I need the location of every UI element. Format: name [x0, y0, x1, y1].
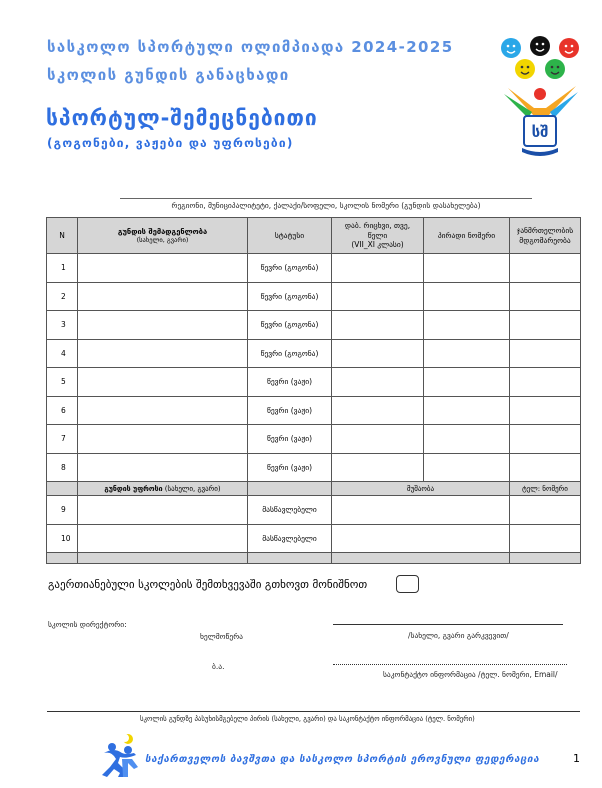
health-cell[interactable]: [510, 396, 581, 425]
member-name-cell[interactable]: [78, 396, 248, 425]
status-cell: წევრი (ვაჟი): [248, 368, 332, 397]
personal-id-cell[interactable]: [424, 368, 510, 397]
personal-id-cell[interactable]: [424, 425, 510, 454]
status-cell: წევრი (გოგონა): [248, 311, 332, 340]
teacher-name-cell[interactable]: [78, 524, 248, 553]
region-input-line[interactable]: [120, 198, 532, 199]
birth-cell[interactable]: [332, 425, 424, 454]
title-subcategory: (გოგონები, ვაჟები და უფროსები): [47, 136, 294, 150]
personal-id-cell[interactable]: [424, 453, 510, 482]
table-row: [47, 396, 581, 425]
member-name-cell[interactable]: [78, 282, 248, 311]
birth-cell[interactable]: [332, 453, 424, 482]
health-cell[interactable]: [510, 453, 581, 482]
row-number: 5: [47, 368, 78, 397]
table-header-row: [47, 218, 581, 254]
footer-divider: [47, 711, 580, 712]
header-personal-id: პირადი ნომერი: [424, 218, 510, 254]
table-row: [47, 496, 581, 525]
header-status: სტატუსი: [248, 218, 332, 254]
region-caption: რეგიონი, მუნიციპალიტეტი, ქალაქი/სოფელი, სკოლის ნომერი (გუნდის დასახელება): [171, 201, 481, 210]
row-number: 8: [47, 453, 78, 482]
personal-id-cell[interactable]: [424, 311, 510, 340]
personal-id-cell[interactable]: [424, 254, 510, 283]
leader-position: მუშაობა: [332, 482, 510, 496]
member-name-cell[interactable]: [78, 311, 248, 340]
header-birth: დაბ. რიცხვი, თვე, წელი (VII_XI კლასი): [332, 218, 424, 254]
joint-schools-label: გაერთიანებული სკოლების შემთხვევაში გთხოვთ მონიშნოთ: [48, 578, 368, 591]
title-category: სპორტულ-შემეცნებითი: [46, 106, 318, 130]
personal-id-cell[interactable]: [424, 282, 510, 311]
director-label: სკოლის დირექტორი:: [48, 620, 127, 629]
member-name-cell[interactable]: [78, 453, 248, 482]
birth-cell[interactable]: [332, 254, 424, 283]
health-cell[interactable]: [510, 254, 581, 283]
teacher-phone-cell[interactable]: [510, 524, 581, 553]
smiley-red-icon: [559, 38, 579, 58]
title-olympiad: სასკოლო სპორტული ოლიმპიადა 2024-2025: [47, 38, 454, 56]
health-cell[interactable]: [510, 368, 581, 397]
smiley-green-icon: [545, 59, 565, 79]
table-row: [47, 254, 581, 283]
school-sport-emblem-icon: [498, 36, 582, 166]
table-row: [47, 282, 581, 311]
smiley-yellow-icon: [515, 59, 535, 79]
row-number: 4: [47, 339, 78, 368]
contact-input-line[interactable]: [333, 664, 567, 665]
member-name-cell[interactable]: [78, 339, 248, 368]
teacher-position-cell[interactable]: [332, 496, 510, 525]
stamp-label: ბ.ა.: [212, 662, 225, 671]
birth-cell[interactable]: [332, 368, 424, 397]
birth-cell[interactable]: [332, 282, 424, 311]
header-member: გუნდის შემადგენლობა (სახელი, გვარი): [78, 218, 248, 254]
status-cell: წევრი (ვაჟი): [248, 396, 332, 425]
table-row: [47, 339, 581, 368]
personal-id-cell[interactable]: [424, 339, 510, 368]
title-application: სკოლის გუნდის განაცხადი: [47, 66, 290, 84]
member-name-cell[interactable]: [78, 254, 248, 283]
row-number: 7: [47, 425, 78, 454]
name-label: /სახელი, გვარი გარკვევით/: [408, 631, 509, 640]
leader-status-cell: [248, 482, 332, 496]
leader-phone: ტელ: ნომერი: [510, 482, 581, 496]
row-number: 9: [47, 496, 78, 525]
leader-empty-cell: [47, 482, 78, 496]
row-number: 6: [47, 396, 78, 425]
running-kids-icon: [98, 733, 142, 779]
team-table: [46, 217, 581, 564]
team-leader-row: [47, 482, 581, 496]
contact-label: საკონტაქტო ინფორმაცია /ტელ. ნომერი, Email/: [383, 670, 558, 679]
birth-cell[interactable]: [332, 396, 424, 425]
birth-cell[interactable]: [332, 339, 424, 368]
health-cell[interactable]: [510, 339, 581, 368]
status-cell: წევრი (ვაჟი): [248, 425, 332, 454]
svg-text:სშ: სშ: [531, 123, 549, 141]
teacher-name-cell[interactable]: [78, 496, 248, 525]
joint-schools-checkbox[interactable]: [396, 575, 419, 593]
table-row: [47, 453, 581, 482]
table-footer-row: [47, 553, 581, 564]
page-number: 1: [573, 752, 580, 765]
table-row: [47, 524, 581, 553]
smiley-black-icon: [530, 36, 550, 56]
status-cell: წევრი (გოგონა): [248, 254, 332, 283]
header-n: N: [47, 218, 78, 254]
status-cell: წევრი (გოგონა): [248, 339, 332, 368]
row-number: 10: [47, 524, 78, 553]
health-cell[interactable]: [510, 311, 581, 340]
member-name-cell[interactable]: [78, 425, 248, 454]
teacher-phone-cell[interactable]: [510, 496, 581, 525]
status-cell: მასწავლებელი: [248, 496, 332, 525]
smiley-blue-icon: [501, 38, 521, 58]
status-cell: წევრი (ვაჟი): [248, 453, 332, 482]
status-cell: წევრი (გოგონა): [248, 282, 332, 311]
header-health: ჯანმრთელობის მდგომარეობა: [510, 218, 581, 254]
health-cell[interactable]: [510, 425, 581, 454]
table-row: [47, 368, 581, 397]
status-cell: მასწავლებელი: [248, 524, 332, 553]
director-name-line[interactable]: [333, 624, 563, 625]
row-number: 1: [47, 254, 78, 283]
footer-note: სკოლის გუნდზე პასუხისმგებელი პირის (სახელი, გვარი) და საკონტაქტო ინფორმაცია (ტელ. ნომერი): [140, 715, 475, 723]
row-number: 3: [47, 311, 78, 340]
signature-label: ხელმოწერა: [200, 632, 243, 641]
member-name-cell[interactable]: [78, 368, 248, 397]
table-row: [47, 311, 581, 340]
row-number: 2: [47, 282, 78, 311]
birth-cell[interactable]: [332, 311, 424, 340]
teacher-position-cell[interactable]: [332, 524, 510, 553]
federation-name: საქართველოს ბავშვთა და სასკოლო სპორტის ეროვნული ფედერაცია: [145, 754, 540, 765]
table-row: [47, 425, 581, 454]
personal-id-cell[interactable]: [424, 396, 510, 425]
health-cell[interactable]: [510, 282, 581, 311]
team-leader-label: გუნდის უფროსი (სახელი, გვარი): [78, 482, 248, 496]
